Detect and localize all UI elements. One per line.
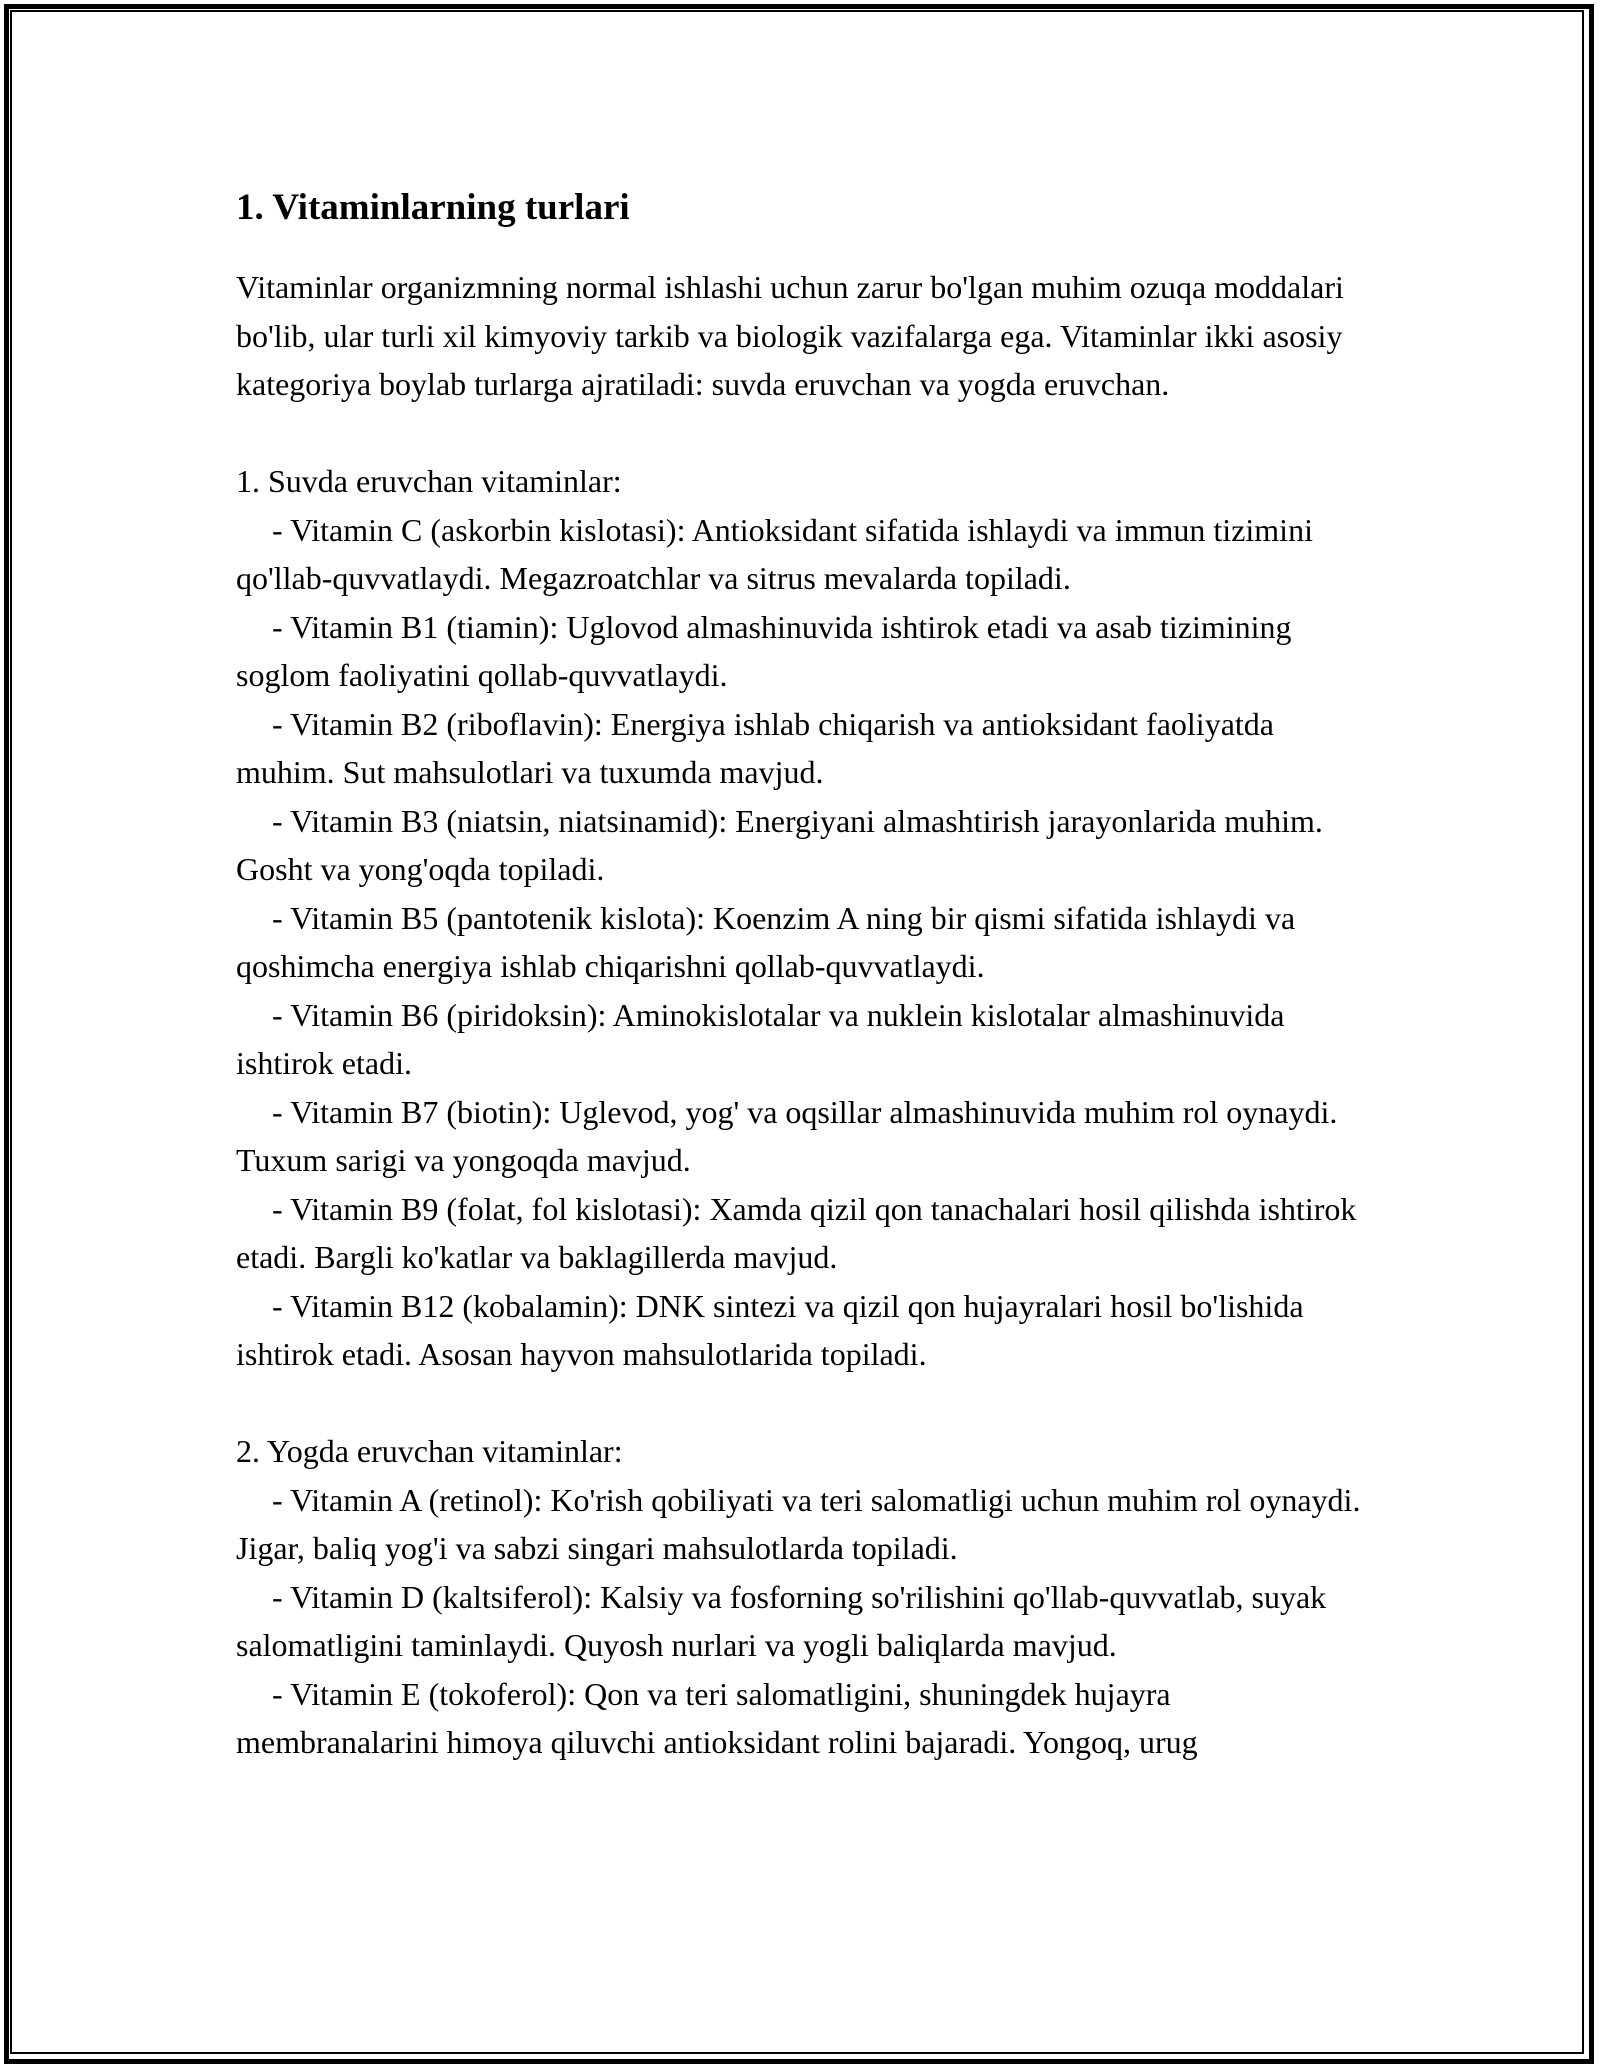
list-item: - Vitamin B3 (niatsin, niatsinamid): Energiyani almashtirish jarayonlarida muhim. Gosht va yong'oqda topiladi. [236,802,1323,887]
list-item: - Vitamin B2 (riboflavin): Energiya ishlab chiqarish va antioksidant faoliyatda muhim. Sut mahsulotlari va tuxumda mavjud. [236,705,1274,790]
list-item: - Vitamin B5 (pantotenik kislota): Koenzim A ning bir qismi sifatida ishlaydi va qoshimcha energiya ishlab chiqarishni qollab-quvvatlaydi. [236,899,1296,984]
list-item: - Vitamin B1 (tiamin): Uglovod almashinuvida ishtirok etadi va asab tizimining soglom faoliyatini qollab-quvvatlaydi. [236,608,1292,693]
document-title: 1. Vitaminlarning turlari [236,187,630,228]
list-item: - Vitamin C (askorbin kislotasi): Antioksidant sifatida ishlaydi va immun tizimini qo'llab-quvvatlaydi. Megazroatchlar va sitrus mevalarda topiladi. [236,511,1313,596]
section-heading: 1. Suvda eruvchan vitaminlar: [236,463,622,499]
list-item: - Vitamin A (retinol): Ko'rish qobiliyati va teri salomatligi uchun muhim rol oynaydi. Jigar, baliq yog'i va sabzi singari mahsulotlarda topiladi. [236,1481,1361,1566]
intro-paragraph: Vitaminlar organizmning normal ishlashi uchun zarur bo'lgan muhim ozuqa moddalari bo'lib, ular turli xil kimyoviy tarkib va biologik vazifalarga ega. Vitaminlar ikki asosiy kategoriya boylab turlarga ajratiladi: suvda eruvchan va yogda eruvchan. [236,269,1344,402]
section-heading: 2. Yogda eruvchan vitaminlar: [236,1433,623,1469]
list-item: - Vitamin B6 (piridoksin): Aminokislotalar va nuklein kislotalar almashinuvida ishtirok etadi. [236,996,1285,1081]
list-item: - Vitamin E (tokoferol): Qon va teri salomatligini, shuningdek hujayra membranalarini himoya qiluvchi antioksidant rolini bajaradi. Yongoq, urug [236,1675,1198,1760]
section-water-soluble [236,457,1366,1379]
list-item: - Vitamin B9 (folat, fol kislotasi): Xamda qizil qon tanachalari hosil qilishda ishtirok etadi. Bargli ko'katlar va baklagillerda mavjud. [236,1190,1357,1275]
list-item: - Vitamin B12 (kobalamin): DNK sintezi va qizil qon hujayralari hosil bo'lishida ishtirok etadi. Asosan hayvon mahsulotlarida topiladi. [236,1287,1304,1372]
list-item: - Vitamin B7 (biotin): Uglevod, yog' va oqsillar almashinuvida muhim rol oynaydi. Tuxum sarigi va yongoqda mavjud. [236,1093,1338,1178]
section-spacer [236,1379,1366,1428]
document-body [236,184,1366,1767]
section-fat-soluble [236,1427,1366,1767]
list-item: - Vitamin D (kaltsiferol): Kalsiy va fosforning so'rilishini qo'llab-quvvatlab, suyak salomatligini taminlaydi. Quyosh nurlari va yogli baliqlarda mavjud. [236,1578,1327,1663]
